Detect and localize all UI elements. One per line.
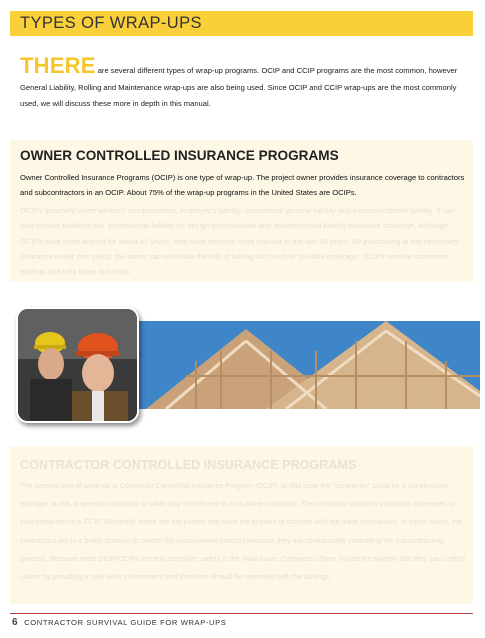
- workers-photo: [16, 307, 139, 423]
- ocip-heading: OWNER CONTROLLED INSURANCE PROGRAMS: [20, 148, 339, 163]
- page-number: 6: [12, 617, 19, 628]
- ocip-highlight-text: Owner Controlled Insurance Programs (OCIP) is one type of wrap-up. The project owner provides insurance coverage to contractors and subcontractors in an OCIP. About 75% of the wrap-up programs in the United States are OCIPs.: [20, 173, 465, 198]
- ocip-faded-text: OCIPs generally cover workers' compensation, employer's liability, commercial general liability and excess/umbrella liability. It can also include builder's risk, professional liability for design professionals and environmental liability insurance coverage. Although OCIPs have been around for about 40 years, they have become more popular in the last 10 years. By purchasing at the necessary insurance under one policy, the owner can eliminate the risk of having too much or too little coverage. OCIPs remove contractor markup and help lower bid costs.: [20, 206, 459, 277]
- house-framing-photo: [126, 321, 480, 409]
- ccip-text: The second type of wrap-up is Contractor Controlled Insurance Program (CCIP). In this case the "contractor" could be a construction manager at risk, a general contractor or what may be referred to as a prime contractor. The contractor provides insurance coverages to subcontractors in a CCIP. Generally, these are the parties that have the privities of contract with the trade contractors. In some cases, the contractors are in a better position to control the procurement process because they are contractually controlling the subcontracting process. Because most OCIP/CCIPs are less sensitive, safety is the main issue. Contractors have voiced the opinion that they can control claims by providing a safe work environment and therefore should be rewarded with the savings.: [20, 481, 465, 582]
- footer-title: CONTRACTOR SURVIVAL GUIDE FOR WRAP-UPS: [24, 618, 227, 627]
- page-footer: [12, 617, 226, 628]
- intro-text: are several different types of wrap-up programs. OCIP and CCIP programs are the most common, however General Liability, Rolling and Maintenance wrap-ups are also being used. Since OCIP and CCIP wrap-ups are the most commonly used, we will discuss these more in depth in this manual.: [20, 66, 458, 109]
- ccip-heading: CONTRACTOR CONTROLLED INSURANCE PROGRAMS: [20, 458, 357, 472]
- intro-paragraph: [20, 53, 464, 113]
- photo-banner: [16, 307, 465, 424]
- ocip-section: [10, 140, 473, 282]
- ccip-section: [10, 446, 473, 604]
- section-title: TYPES OF WRAP-UPS: [20, 14, 202, 32]
- drop-lead-word: THERE: [20, 53, 96, 78]
- footer-rule: [10, 613, 473, 614]
- section-header-bar: [10, 11, 473, 36]
